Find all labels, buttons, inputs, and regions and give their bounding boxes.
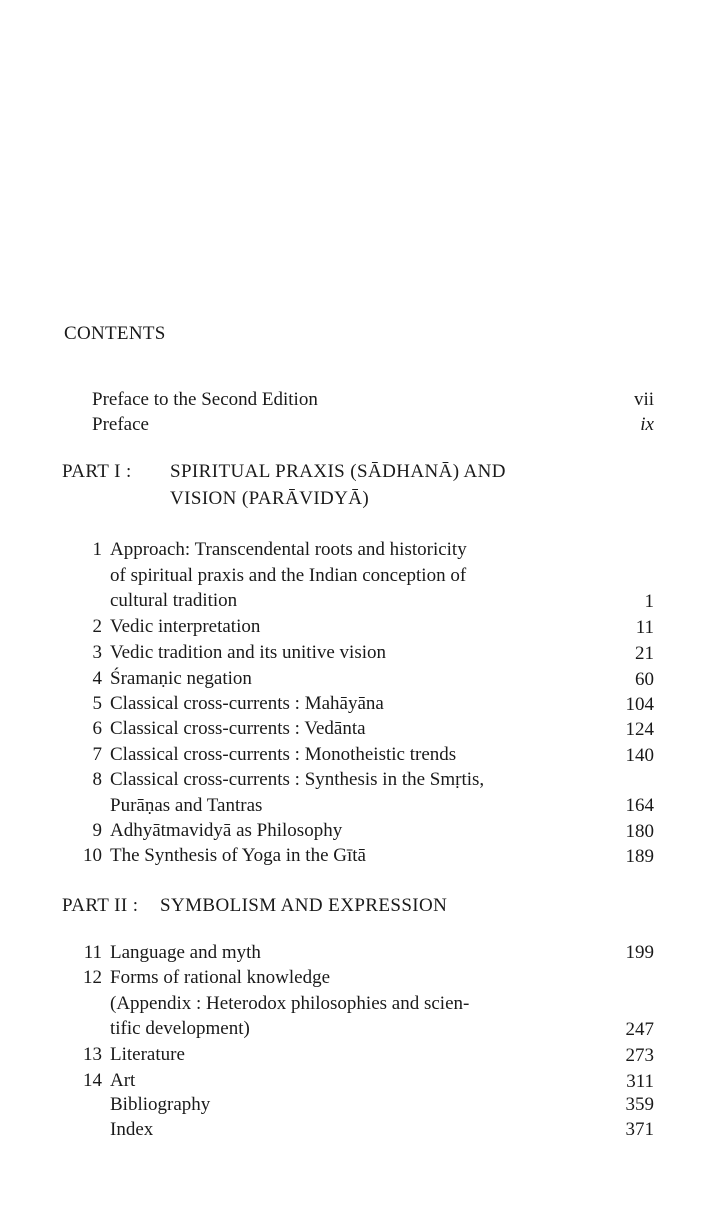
- part-title-line: VISION (PARĀVIDYĀ): [170, 488, 370, 509]
- chapter-title-line: Literature: [110, 1044, 185, 1065]
- toc-entry-page: 371: [625, 1119, 654, 1140]
- toc-entry-chapter-2[interactable]: [62, 614, 654, 640]
- contents-heading: CONTENTS: [64, 323, 166, 344]
- chapter-number: 10: [83, 845, 102, 866]
- chapter-number: 6: [92, 718, 102, 739]
- chapter-title-line: Classical cross-currents : Vedānta: [110, 718, 366, 739]
- toc-entry-title: Bibliography: [110, 1094, 211, 1115]
- chapter-title: [110, 716, 580, 742]
- toc-entry-chapter-5[interactable]: [62, 691, 654, 717]
- toc-entry-bibliography[interactable]: [110, 1094, 654, 1118]
- chapter-title: [110, 666, 580, 692]
- toc-entry-chapter-10[interactable]: [62, 843, 654, 869]
- chapter-title-line: Vedic interpretation: [110, 616, 261, 637]
- chapter-title-line: Purāṇas and Tantras: [110, 794, 263, 816]
- toc-entry-chapter-14[interactable]: [62, 1068, 654, 1094]
- chapter-title-line: Approach: Transcendental roots and historicity: [110, 539, 467, 560]
- chapter-page: 180: [625, 820, 654, 842]
- toc-entry-chapter-13[interactable]: [62, 1042, 654, 1068]
- chapter-number: 12: [83, 967, 102, 988]
- toc-entry-title: Preface to the Second Edition: [92, 389, 318, 410]
- toc-entry-chapter-11[interactable]: [62, 940, 654, 966]
- chapter-title: [110, 818, 580, 844]
- chapter-title-line: of spiritual praxis and the Indian conception of: [110, 564, 467, 586]
- chapter-title: [110, 742, 580, 768]
- chapter-title-line: Classical cross-currents : Synthesis in the Smṛtis,: [110, 769, 485, 790]
- chapter-page: 140: [625, 744, 654, 766]
- toc-entry-page: vii: [633, 389, 654, 410]
- chapter-title-line: Classical cross-currents : Monotheistic trends: [110, 744, 457, 765]
- chapter-title-line: cultural tradition: [110, 590, 238, 611]
- chapter-number: 4: [92, 668, 102, 689]
- chapter-title-line: (Appendix : Heterodox philosophies and scien-: [110, 992, 470, 1014]
- toc-entry-chapter-7[interactable]: [62, 742, 654, 768]
- chapter-number: 11: [83, 942, 102, 963]
- chapter-title: [110, 767, 580, 818]
- toc-entry-chapter-6[interactable]: [62, 716, 654, 742]
- chapter-number: 1: [92, 539, 102, 560]
- chapter-title: [110, 640, 580, 666]
- chapter-title-line: Adhyātmavidyā as Philosophy: [110, 820, 343, 841]
- chapter-title: [110, 1068, 580, 1094]
- chapter-title-line: tific development): [110, 1018, 250, 1039]
- toc-entry-index[interactable]: [110, 1119, 654, 1143]
- chapter-page: 60: [635, 668, 654, 690]
- chapter-page: 21: [635, 642, 654, 664]
- chapter-number: 3: [92, 642, 102, 663]
- toc-entry-title: Preface: [92, 414, 149, 435]
- chapter-title: [110, 691, 580, 717]
- toc-entry-page: ix: [640, 414, 654, 435]
- chapter-number: 9: [92, 820, 102, 841]
- chapter-page: 199: [625, 942, 654, 963]
- chapter-page: 273: [625, 1044, 654, 1066]
- chapter-page: 189: [625, 845, 654, 867]
- toc-entry-page: 359: [625, 1094, 654, 1115]
- chapter-number: 7: [92, 744, 102, 765]
- toc-entry-chapter-1[interactable]: [62, 537, 654, 614]
- chapter-number: 14: [83, 1070, 102, 1091]
- toc-entry-chapter-12[interactable]: [62, 965, 654, 1042]
- toc-entry-preface[interactable]: [92, 414, 654, 438]
- toc-entry-title: Index: [110, 1119, 154, 1140]
- chapter-title: [110, 940, 580, 966]
- chapter-title-line: Classical cross-currents : Mahāyāna: [110, 693, 384, 714]
- chapter-title-line: Language and myth: [110, 942, 261, 963]
- chapter-title-line: Art: [110, 1070, 136, 1091]
- chapter-title-line: The Synthesis of Yoga in the Gītā: [110, 845, 366, 866]
- toc-entry-chapter-9[interactable]: [62, 818, 654, 844]
- chapter-number: 5: [92, 693, 102, 714]
- part-label: PART II :: [62, 895, 139, 916]
- chapter-title-line: Śramaṇic negation: [110, 668, 252, 689]
- chapter-title: [110, 1042, 580, 1068]
- part-heading-2: [62, 892, 447, 919]
- chapter-page: 11: [635, 616, 654, 638]
- chapter-number: 8: [92, 769, 102, 790]
- toc-entry-chapter-4[interactable]: [62, 666, 654, 692]
- part-heading-1: [62, 458, 506, 512]
- chapter-page: 311: [626, 1070, 654, 1092]
- chapter-title: [110, 843, 580, 869]
- chapter-page: 124: [625, 718, 654, 740]
- chapter-page: 104: [625, 693, 654, 715]
- chapter-title-line: Vedic tradition and its unitive vision: [110, 642, 386, 663]
- chapter-number: 13: [83, 1044, 102, 1065]
- toc-entry-chapter-8[interactable]: [62, 767, 654, 818]
- chapter-number: 2: [92, 616, 102, 637]
- chapter-page: 1: [644, 590, 654, 612]
- part-label: PART I :: [62, 461, 132, 482]
- chapter-title: [110, 537, 580, 614]
- chapter-title: [110, 614, 580, 640]
- chapter-page: 164: [625, 794, 654, 816]
- part-title-line: SPIRITUAL PRAXIS (SĀDHANĀ) AND: [170, 461, 506, 482]
- toc-entry-chapter-3[interactable]: [62, 640, 654, 666]
- chapter-title-line: Forms of rational knowledge: [110, 967, 331, 988]
- part-title-line: SYMBOLISM AND EXPRESSION: [160, 895, 448, 916]
- chapter-page: 247: [625, 1018, 654, 1040]
- chapter-title: [110, 965, 580, 1042]
- toc-entry-preface-second-edition[interactable]: [92, 389, 654, 413]
